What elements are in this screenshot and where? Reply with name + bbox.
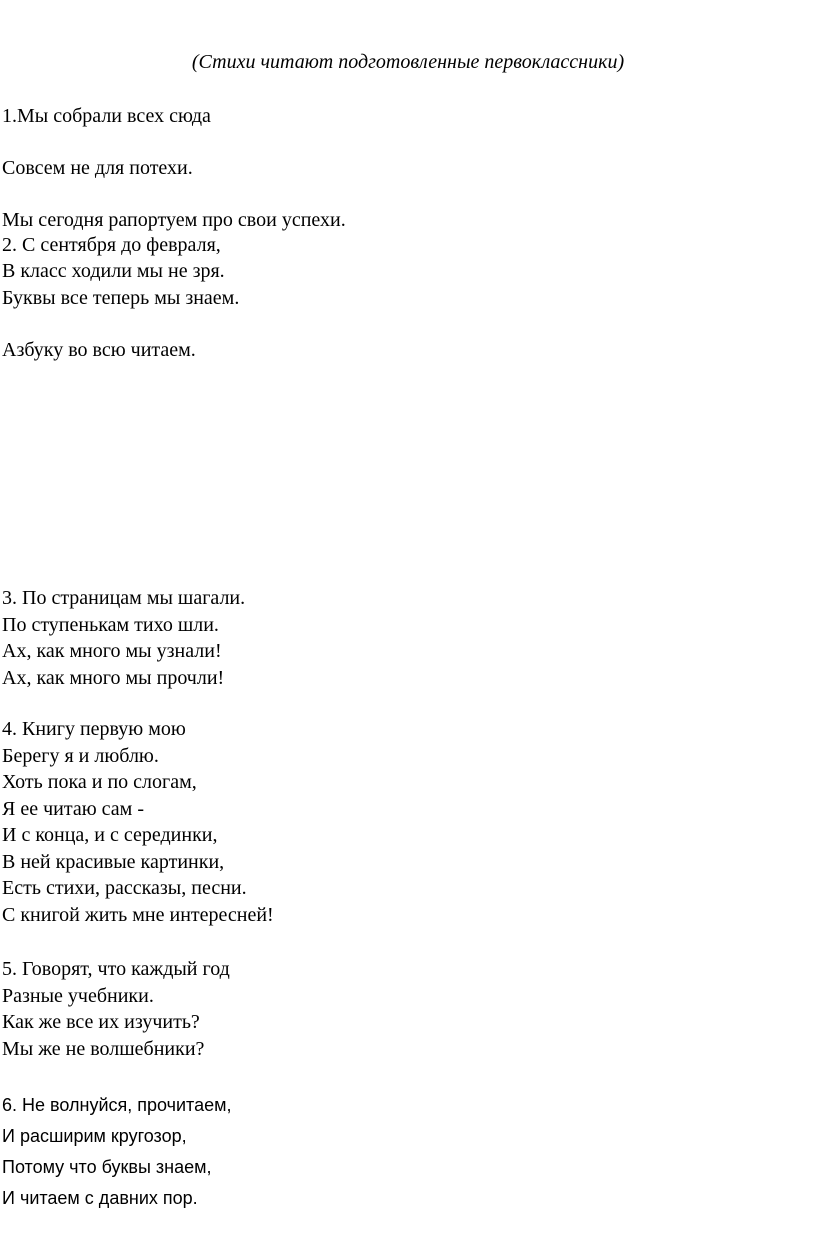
stanza-line: С книгой жить мне интересней! [2,903,274,926]
stanza-line: В ней красивые картинки, [2,850,225,873]
stanza-2-line-2: В класс ходили мы не зря. [2,260,225,282]
stanza-line: 6. Не волнуйся, прочитаем, [2,1095,232,1115]
stanza-6 [2,1090,232,1214]
stanza-line: Хоть пока и по слогам, [2,771,197,793]
stanza-line: 4. Книгу первую мою [2,718,186,740]
stanza-line: Мы же не волшебники? [2,1037,205,1060]
stanza-line: И с конца, и с серединки, [2,824,218,846]
stanza-5 [2,956,230,1062]
stanza-line: Потому что буквы знаем, [2,1157,212,1177]
stanza-2-line-3: Буквы все теперь мы знаем. [2,287,240,309]
stanza-line: Разные учебники. [2,984,154,1007]
stanza-1-line-3: Мы сегодня рапортуем про свои успехи. [2,209,346,231]
stanza-line: Ах, как много мы прочли! [2,666,225,689]
stanza-2-line-1: 2. С сентября до февраля, [2,234,221,256]
stanza-line: Я ее читаю сам - [2,797,144,820]
page-title: (Стихи читают подготовленные первоклассники) [191,51,625,73]
stanza-line: 5. Говорят, что каждый год [2,958,230,980]
stanza-line: Берегу я и люблю. [2,744,159,767]
stanza-line: И расширим кругозор, [2,1126,187,1146]
stanza-line: 3. По страницам мы шагали. [2,587,246,609]
stanza-line: Есть стихи, рассказы, песни. [2,877,247,899]
stanza-line: И читаем с давних пор. [2,1188,198,1208]
stanza-3 [2,585,245,691]
stanza-line: Ах, как много мы узнали! [2,640,222,662]
stanza-1-line-2: Совсем не для потехи. [2,157,193,179]
stanza-line: Как же все их изучить? [2,1011,200,1033]
stanza-1-line-1: 1.Мы собрали всех сюда [2,105,211,127]
stanza-line: По ступенькам тихо шли. [2,613,219,636]
stanza-4 [2,716,274,928]
stanza-2-line-4: Азбуку во всю читаем. [2,339,196,361]
